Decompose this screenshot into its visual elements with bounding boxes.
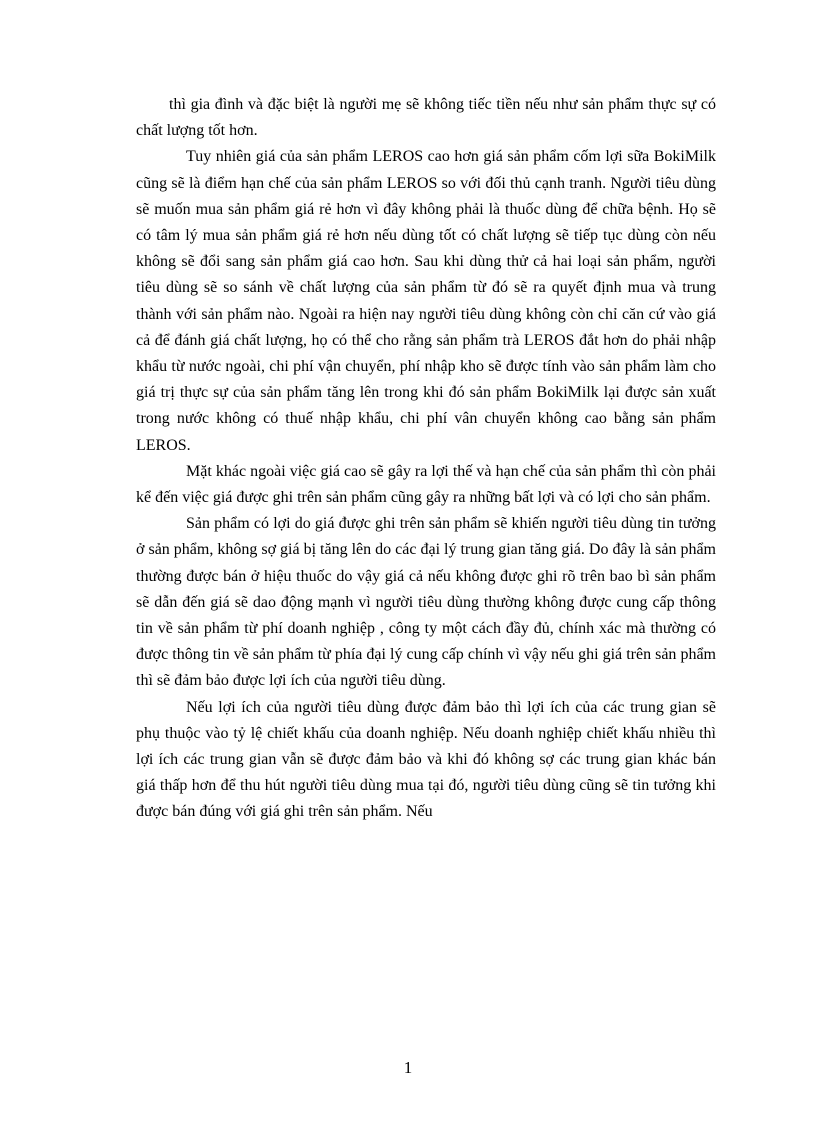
paragraph-2: Tuy nhiên giá của sản phẩm LEROS cao hơn giá sản phẩm cốm lợi sữa BokiMilk cũng sẽ là điểm hạn chế của sản phẩm LEROS so với đối thủ cạnh tranh. Người tiêu dùng sẽ muốn mua sản phẩm giá rẻ hơn vì đây không phải là thuốc dùng để chữa bệnh. Họ sẽ có tâm lý mua sản phẩm giá rẻ hơn nếu dùng tốt có chất lượng sẽ tiếp tục dùng còn nếu không sẽ đổi sang sản phẩm giá cao hơn. Sau khi dùng thử cả hai loại sản phẩm, người tiêu dùng sẽ so sánh về chất lượng của sản phẩm từ đó sẽ ra quyết định mua và trung thành với sản phẩm nào. Ngoài ra hiện nay người tiêu dùng không còn chỉ căn cứ vào giá cả để đánh giá chất lượng, họ có thể cho rằng sản phẩm trà LEROS đắt hơn do phải nhập khẩu từ nước ngoài, chi phí vận chuyển, phí nhập kho sẽ được tính vào sản phẩm làm cho giá trị thực sự của sản phẩm tăng lên trong khi đó sản phẩm BokiMilk lại được sản xuất trong nước không có thuế nhập khẩu, chi phí vân chuyển không cao bằng sản phẩm LEROS. bbox=[136, 148, 716, 454]
paragraph-5: Nếu lợi ích của người tiêu dùng được đảm bảo thì lợi ích của các trung gian sẽ phụ thuộc vào tỷ lệ chiết khấu của doanh nghiệp. Nếu doanh nghiệp chiết khấu nhiều thì lợi ích các trung gian vẫn sẽ được đảm bảo và khi đó không sợ các trung gian khác bán giá thấp hơn để thu hút người tiêu dùng mua tại đó, người tiêu dùng cũng sẽ tin tưởng khi được bán đúng với giá ghi trên sản phẩm. Nếu bbox=[136, 698, 716, 821]
paragraph-1: thì gia đình và đặc biệt là người mẹ sẽ không tiếc tiền nếu như sản phẩm thực sự có chất lượng tốt hơn. bbox=[136, 96, 716, 140]
paragraph-4: Sản phẩm có lợi do giá được ghi trên sản phẩm sẽ khiến người tiêu dùng tin tưởng ở sản phẩm, không sợ giá bị tăng lên do các đại lý trung gian tăng giá. Do đây là sản phẩm thường được bán ở hiệu thuốc do vậy giá cả nếu không được ghi rõ trên bao bì sản phẩm sẽ dẫn đến giá sẽ dao động mạnh vì người tiêu dùng thường không được cung cấp thông tin về sản phẩm từ phí doanh nghiệp , công ty một cách đầy đủ, chính xác mà thường có được thông tin về sản phẩm từ phía đại lý cung cấp chính vì vậy nếu ghi giá trên sản phẩm thì sẽ đảm bảo được lợi ích của người tiêu dùng. bbox=[136, 515, 716, 690]
paragraph-3: Mặt khác ngoài việc giá cao sẽ gây ra lợi thế và hạn chế của sản phẩm thì còn phải kể đến việc giá được ghi trên sản phẩm cũng gây ra những bất lợi và có lợi cho sản phẩm. bbox=[136, 462, 716, 507]
page-number: 1 bbox=[403, 1058, 413, 1077]
body-text bbox=[136, 92, 716, 826]
